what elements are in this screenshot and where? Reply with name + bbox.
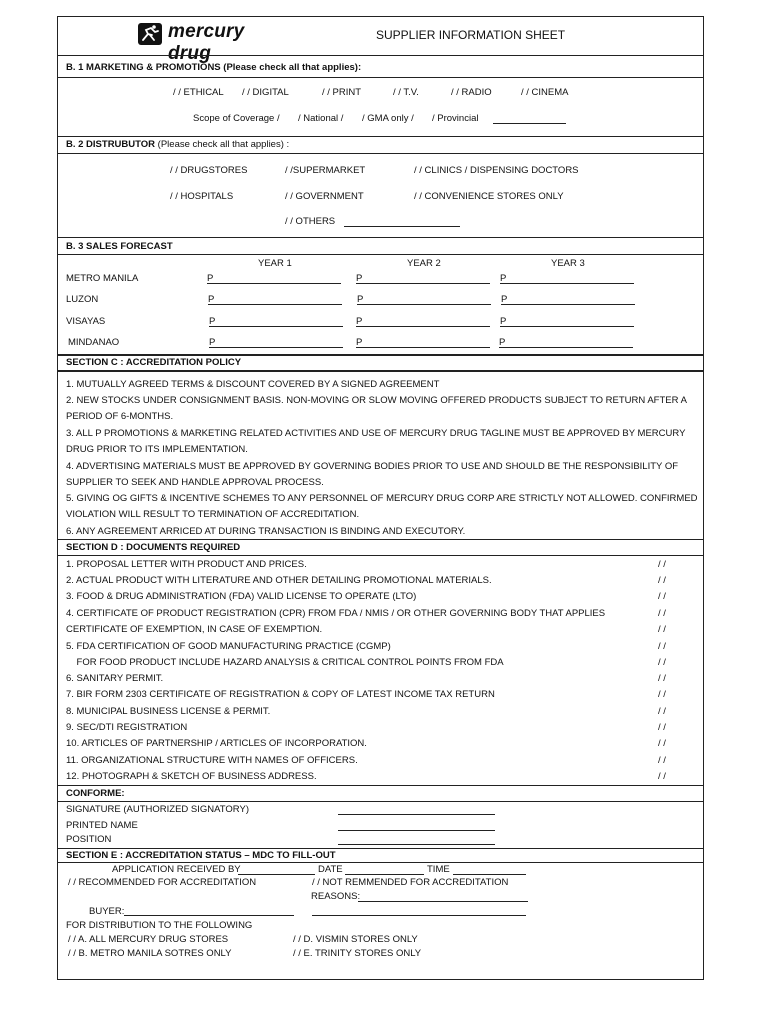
document-item: 12. PHOTOGRAPH & SKETCH OF BUSINESS ADDRESS. xyxy=(66,771,317,782)
policy-line: 4. ADVERTISING MATERIALS MUST BE APPROVED BY GOVERNING BODIES PRIOR TO USE AND SHOULD BE THE RESPONSIBILITY OF xyxy=(66,461,679,472)
printed-name-field[interactable] xyxy=(338,830,495,831)
reasons-field-2[interactable] xyxy=(312,915,526,916)
document-item: 10. ARTICLES OF PARTNERSHIP / ARTICLES OF INCORPORATION. xyxy=(66,738,367,749)
document-check[interactable]: / / xyxy=(658,608,666,619)
region-mindanao: MINDANAO xyxy=(68,337,120,348)
forecast-field[interactable] xyxy=(499,347,633,348)
policy-line: 5. GIVING OG GIFTS & INCENTIVE SCHEMES TO ANY PERSONNEL OF MERCURY DRUG CORP ARE STRICTLY NOT ALLOWED. CONFIRMED xyxy=(66,493,698,504)
b2-convenience[interactable]: / / CONVENIENCE STORES ONLY xyxy=(414,191,564,202)
signature-label: SIGNATURE (AUTHORIZED SIGNATORY) xyxy=(66,804,249,815)
received-by-field[interactable] xyxy=(238,874,315,875)
provincial-field[interactable] xyxy=(493,123,566,124)
document-check[interactable]: / / xyxy=(658,575,666,586)
document-check[interactable]: / / xyxy=(658,755,666,766)
policy-line: PERIOD OF 6-MONTHS. xyxy=(66,411,174,422)
brand-name: mercury drug xyxy=(168,21,245,64)
forecast-field[interactable] xyxy=(500,283,634,284)
forecast-field[interactable] xyxy=(500,326,634,327)
forecast-field[interactable] xyxy=(356,283,490,284)
scope-label: Scope of Coverage / xyxy=(193,113,280,124)
position-label: POSITION xyxy=(66,834,112,845)
document-item: FOR FOOD PRODUCT INCLUDE HAZARD ANALYSIS & CRITICAL CONTROL POINTS FROM FDA xyxy=(66,657,504,668)
date-label: DATE xyxy=(318,864,343,875)
signature-field[interactable] xyxy=(338,814,495,815)
dist-metro-manila[interactable]: / / B. METRO MANILA SOTRES ONLY xyxy=(68,948,232,959)
b1-option-digital[interactable]: / / DIGITAL xyxy=(242,87,289,98)
b2-clinics[interactable]: / / CLINICS / DISPENSING DOCTORS xyxy=(414,165,579,176)
forecast-field[interactable] xyxy=(356,326,490,327)
document-item: 8. MUNICIPAL BUSINESS LICENSE & PERMIT. xyxy=(66,706,271,717)
document-check[interactable]: / / xyxy=(658,673,666,684)
b1-option-radio[interactable]: / / RADIO xyxy=(451,87,492,98)
document-item: 2. ACTUAL PRODUCT WITH LITERATURE AND OTHER DETAILING PROMOTIONAL MATERIALS. xyxy=(66,575,492,586)
b1-option-cinema[interactable]: / / CINEMA xyxy=(521,87,569,98)
b1-option-ethical[interactable]: / / ETHICAL xyxy=(173,87,224,98)
b1-option-print[interactable]: / / PRINT xyxy=(322,87,362,98)
document-item: 6. SANITARY PERMIT. xyxy=(66,673,164,684)
policy-line: 3. ALL P PROMOTIONS & MARKETING RELATED ACTIVITIES AND USE OF MERCURY DRUG TAGLINE MUST BE APPROVED BY MERCURY xyxy=(66,428,686,439)
document-check[interactable]: / / xyxy=(658,689,666,700)
region-visayas: VISAYAS xyxy=(66,316,106,327)
document-check[interactable]: / / xyxy=(658,559,666,570)
year1-header: YEAR 1 xyxy=(258,258,292,269)
buyer-label: BUYER: xyxy=(89,906,125,917)
year2-header: YEAR 2 xyxy=(407,258,441,269)
position-field[interactable] xyxy=(338,844,495,845)
document-check[interactable]: / / xyxy=(658,624,666,635)
mercury-runner-icon xyxy=(138,23,162,45)
page-title: SUPPLIER INFORMATION SHEET xyxy=(376,28,566,42)
document-check[interactable]: / / xyxy=(658,591,666,602)
section-d-heading: SECTION D : DOCUMENTS REQUIRED xyxy=(66,542,241,553)
policy-line: 2. NEW STOCKS UNDER CONSIGNMENT BASIS. NON-MOVING OR SLOW MOVING OFFERED PRODUCTS SUBJECT TO RETURN AFTER A xyxy=(66,395,687,406)
document-item: 3. FOOD & DRUG ADMINISTRATION (FDA) VALID LICENSE TO OPERATE (LTO) xyxy=(66,591,417,602)
conforme-heading: CONFORME: xyxy=(66,788,125,799)
others-field[interactable] xyxy=(344,226,460,227)
not-recommended-check[interactable]: / / NOT REMMENDED FOR ACCREDITATION xyxy=(312,877,509,888)
document-item: CERTIFICATE OF EXEMPTION, IN CASE OF EXEMPTION. xyxy=(66,624,323,635)
year3-header: YEAR 3 xyxy=(551,258,585,269)
distribution-label: FOR DISTRIBUTION TO THE FOLLOWING xyxy=(66,920,253,931)
dist-vismin[interactable]: / / D. VISMIN STORES ONLY xyxy=(293,934,418,945)
document-check[interactable]: / / xyxy=(658,771,666,782)
b2-others[interactable]: / / OTHERS xyxy=(285,216,336,227)
section-e-heading: SECTION E : ACCREDITATION STATUS – MDC TO FILL-OUT xyxy=(66,850,336,861)
document-check[interactable]: / / xyxy=(658,706,666,717)
forecast-field[interactable] xyxy=(357,304,491,305)
b3-heading: B. 3 SALES FORECAST xyxy=(66,241,173,252)
printed-name-label: PRINTED NAME xyxy=(66,820,138,831)
policy-line: SUPPLIER TO SEEK AND HANDLE APPROVAL PROCESS. xyxy=(66,477,324,488)
time-field[interactable] xyxy=(453,874,526,875)
document-check[interactable]: / / xyxy=(658,641,666,652)
document-item: 5. FDA CERTIFICATION OF GOOD MANUFACTURING PRACTICE (CGMP) xyxy=(66,641,391,652)
policy-line: 6. ANY AGREEMENT ARRICED AT DURING TRANSACTION IS BINDING AND EXECUTORY. xyxy=(66,526,466,537)
reasons-field[interactable] xyxy=(358,901,528,902)
b2-heading: B. 2 DISTRUBUTOR (Please check all that applies) : xyxy=(66,139,290,150)
forecast-field[interactable] xyxy=(207,283,341,284)
buyer-field[interactable] xyxy=(124,915,294,916)
document-check[interactable]: / / xyxy=(658,657,666,668)
time-label: TIME xyxy=(427,864,450,875)
forecast-field[interactable] xyxy=(501,304,635,305)
dist-all-stores[interactable]: / / A. ALL MERCURY DRUG STORES xyxy=(68,934,229,945)
b2-government[interactable]: / / GOVERNMENT xyxy=(285,191,364,202)
b2-drugstores[interactable]: / / DRUGSTORES xyxy=(170,165,248,176)
received-by-label: APPLICATION RECEIVED BY xyxy=(112,864,241,875)
divider xyxy=(57,55,704,56)
document-item: 4. CERTIFICATE OF PRODUCT REGISTRATION (CPR) FROM FDA / NMIS / OR OTHER GOVERNING BODY THAT APPLIES xyxy=(66,608,606,619)
document-item: 1. PROPOSAL LETTER WITH PRODUCT AND PRICES. xyxy=(66,559,307,570)
document-check[interactable]: / / xyxy=(658,722,666,733)
scope-provincial[interactable]: / Provincial xyxy=(432,113,479,124)
b2-hospitals[interactable]: / / HOSPITALS xyxy=(170,191,234,202)
forecast-field[interactable] xyxy=(356,347,490,348)
recommended-check[interactable]: / / RECOMMENDED FOR ACCREDITATION xyxy=(68,877,257,888)
forecast-field[interactable] xyxy=(209,347,343,348)
document-item: 9. SEC/DTI REGISTRATION xyxy=(66,722,188,733)
date-field[interactable] xyxy=(345,874,424,875)
b1-option-tv[interactable]: / / T.V. xyxy=(393,87,419,98)
policy-line: 1. MUTUALLY AGREED TERMS & DISCOUNT COVERED BY A SIGNED AGREEMENT xyxy=(66,379,440,390)
region-metro-manila: METRO MANILA xyxy=(66,273,139,284)
scope-gma[interactable]: / GMA only / xyxy=(362,113,414,124)
forecast-field[interactable] xyxy=(208,304,342,305)
dist-trinity[interactable]: / / E. TRINITY STORES ONLY xyxy=(293,948,422,959)
document-item: 11. ORGANIZATIONAL STRUCTURE WITH NAMES OF OFFICERS. xyxy=(66,755,358,766)
policy-line: DRUG PRIOR TO ITS IMPLEMENTATION. xyxy=(66,444,248,455)
policy-line: VIOLATION WILL RESULT TO TERMINATION OF ACCREDITATION. xyxy=(66,509,360,520)
document-item: 7. BIR FORM 2303 CERTIFICATE OF REGISTRATION & COPY OF LATEST INCOME TAX RETURN xyxy=(66,689,495,700)
document-check[interactable]: / / xyxy=(658,738,666,749)
b2-supermarket[interactable]: / /SUPERMARKET xyxy=(285,165,366,176)
scope-national[interactable]: / National / xyxy=(298,113,344,124)
forecast-field[interactable] xyxy=(209,326,343,327)
reasons-label: REASONS: xyxy=(311,891,361,902)
b1-heading: B. 1 MARKETING & PROMOTIONS (Please check all that applies): xyxy=(66,62,362,73)
region-luzon: LUZON xyxy=(66,294,99,305)
section-c-heading: SECTION C : ACCREDITATION POLICY xyxy=(66,357,242,368)
